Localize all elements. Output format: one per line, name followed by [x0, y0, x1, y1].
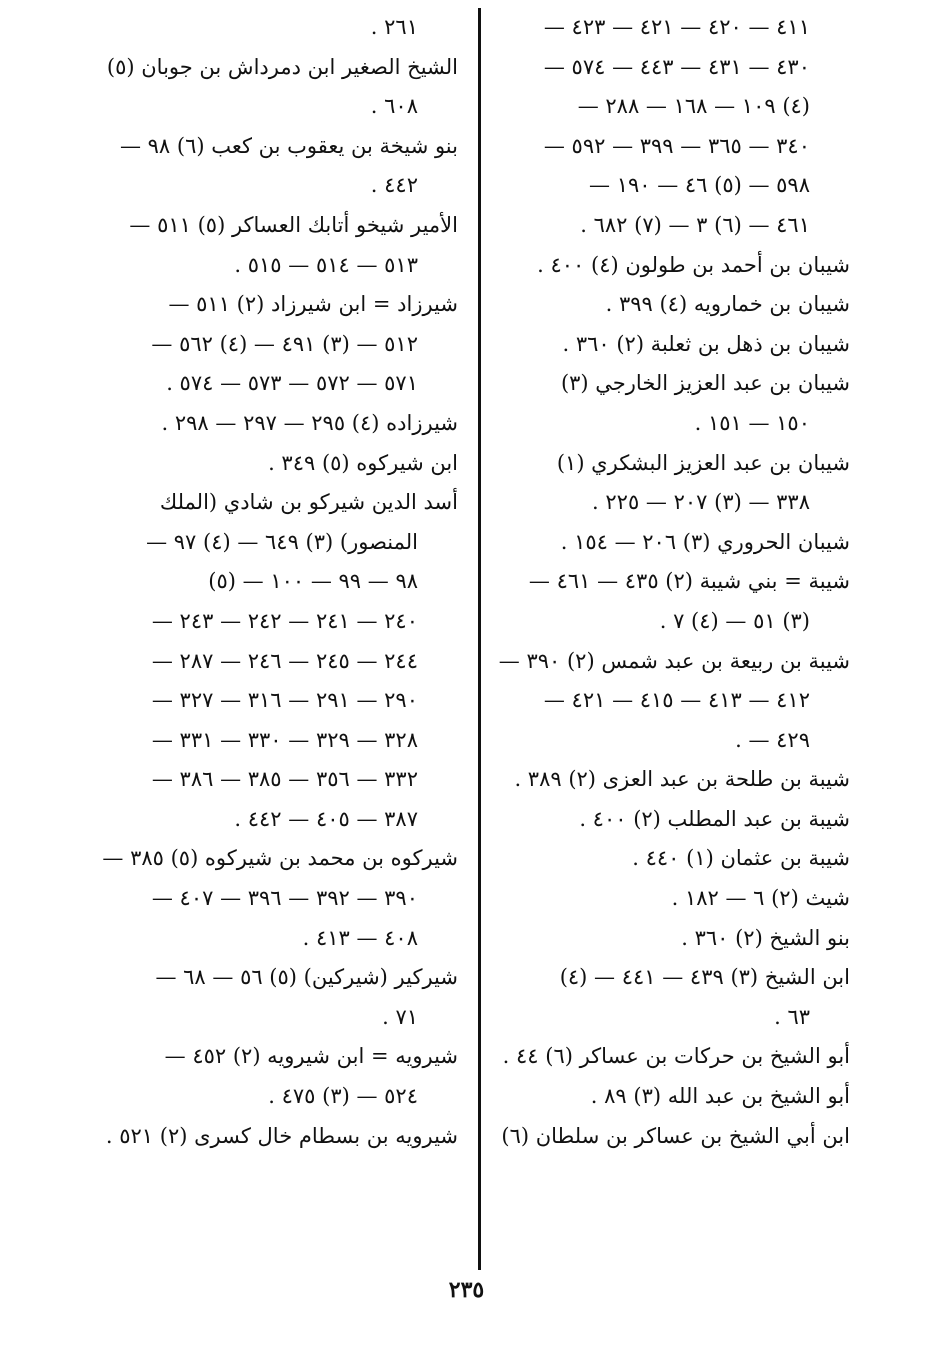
index-line: ١٥٠ — ١٥١ . — [694, 410, 810, 435]
index-entry: ابن الشيخ (٣) ٤٣٩ — ٤٤١ — (٤) — [559, 965, 850, 990]
index-line: ٥٢٤ — (٣) ٤٧٥ . — [268, 1084, 418, 1109]
right-index-column — [500, 8, 850, 1156]
index-entry: شيبان بن ذهل بن ثعلبة (٢) ٣٦٠ . — [562, 331, 850, 356]
index-line: (٣) ٥١ — (٤) ٧ . — [659, 608, 810, 633]
index-entry: شيبان الحروري (٣) ٢٠٦ — ١٥٤ . — [560, 529, 850, 554]
index-line: ٣٤٠ — ٣٦٥ — ٣٩٩ — ٥٩٢ — — [543, 133, 810, 158]
page-number: ٢٣٥ — [448, 1277, 485, 1303]
index-line: ٣٨٧ — ٤٠٥ — ٤٤٢ . — [234, 806, 418, 831]
index-line: المنصور) (٣) ٦٤٩ — (٤) ٩٧ — — [146, 529, 418, 554]
index-line: ٣٢٨ — ٣٢٩ — ٣٣٠ — ٣٣١ — — [151, 727, 418, 752]
index-entry: شيرويه بن بسطام خال كسرى (٢) ٥٢١ . — [105, 1123, 458, 1148]
index-entry: شيبة بن عبد المطلب (٢) ٤٠٠ . — [579, 806, 850, 831]
index-line: ٦٣ . — [774, 1004, 810, 1029]
index-line: ٤١٢ — ٤١٣ — ٤١٥ — ٤٢١ — — [543, 688, 810, 713]
index-line: ٦٠٨ . — [370, 94, 418, 119]
index-entry: أبو الشيخ بن حركات بن عساكر (٦) ٤٤ . — [502, 1044, 850, 1069]
index-entry: الشيخ الصغير ابن دمرداش بن جوبان (٥) — [106, 54, 458, 79]
index-line: ٢٦١ . — [370, 15, 418, 39]
index-entry: أبو الشيخ بن عبد الله (٣) ٨٩ . — [590, 1084, 850, 1109]
index-line: ٥٩٨ — (٥) ٤٦ — ١٩٠ — — [589, 173, 810, 198]
index-entry: بنو الشيخ (٢) ٣٦٠ . — [681, 925, 850, 950]
index-entry: شيبة بن ربيعة بن عبد شمس (٢) ٣٩٠ — — [498, 648, 850, 673]
index-line: ٥١٢ — (٣) ٤٩١ — (٤) ٥٦٢ — — [151, 331, 418, 356]
index-entry: شيركوه بن محمد بن شيركوه (٥) ٣٨٥ — — [102, 846, 458, 871]
index-entry: شيبان بن عبد العزيز البشكري (١) — [556, 450, 850, 475]
column-divider — [478, 8, 481, 1270]
left-index-column — [102, 8, 458, 1156]
index-line: ٤٦١ — (٦) ٣ — (٧) ٦٨٢ . — [580, 212, 810, 237]
index-line: ٢٩٠ — ٢٩١ — ٣١٦ — ٣٢٧ — — [151, 688, 418, 713]
index-line: ٣٩٠ — ٣٩٢ — ٣٩٦ — ٤٠٧ — — [151, 886, 418, 911]
index-entry: ابن شيركوه (٥) ٣٤٩ . — [268, 450, 458, 475]
index-line: ٣٣٨ — (٣) ٢٠٧ — ٢٢٥ . — [592, 490, 810, 515]
index-entry: الأمير شيخو أتابك العساكر (٥) ٥١١ — — [129, 212, 458, 237]
index-line: ٩٨ — ٩٩ — ١٠٠ — (٥) — [208, 569, 418, 594]
index-entry: بنو شيخة بن يعقوب بن كعب (٦) ٩٨ — — [119, 133, 458, 158]
index-line: ٤١١ — ٤٢٠ — ٤٢١ — ٤٢٣ — — [543, 15, 810, 39]
index-entry: شيث (٢) ٦ — ١٨٢ . — [671, 886, 850, 911]
index-entry: شيبان بن عبد العزيز الخارجي (٣) — [560, 371, 850, 396]
index-entry: شيرزاد = ابن شيرزاد (٢) ٥١١ — — [168, 292, 458, 317]
index-line: ٤٤٢ . — [370, 173, 418, 198]
index-line: (٤) ١٠٩ — ١٦٨ — ٢٨٨ — — [577, 94, 810, 119]
index-line: ٧١ . — [382, 1004, 418, 1029]
index-entry: شيبان بن أحمد بن طولون (٤) ٤٠٠ . — [537, 252, 850, 277]
index-line: ٤٣٠ — ٤٣١ — ٤٤٣ — ٥٧٤ — — [543, 54, 810, 79]
index-line: ٥١٣ — ٥١٤ — ٥١٥ . — [234, 252, 418, 277]
index-entry: شيرزاده (٤) ٢٩٥ — ٢٩٧ — ٢٩٨ . — [161, 410, 458, 435]
index-entry: شيبة بن عثمان (١) ٤٤٠ . — [632, 846, 850, 871]
index-entry: شيركير (شيركين) (٥) ٥٦ — ٦٨ — — [155, 965, 458, 990]
index-entry: ابن أبي الشيخ بن عساكر بن سلطان (٦) — [501, 1123, 850, 1148]
index-line: ٢٤٤ — ٢٤٥ — ٢٤٦ — ٢٨٧ — — [151, 648, 418, 673]
index-entry: أسد الدين شيركو بن شادي (الملك — [159, 490, 458, 515]
index-line: ٥٧١ — ٥٧٢ — ٥٧٣ — ٥٧٤ . — [166, 371, 418, 396]
index-line: ٣٣٢ — ٣٥٦ — ٣٨٥ — ٣٨٦ — — [151, 767, 418, 792]
index-entry: شيبة بن طلحة بن عبد العزى (٢) ٣٨٩ . — [514, 767, 850, 792]
index-line: ٢٤٠ — ٢٤١ — ٢٤٢ — ٢٤٣ — — [151, 608, 418, 633]
index-line: ٤٢٩ — . — [735, 727, 810, 752]
index-entry: شيرويه = ابن شيرويه (٢) ٤٥٢ — — [164, 1044, 458, 1069]
index-entry: شيبان بن خمارويه (٤) ٣٩٩ . — [605, 292, 850, 317]
index-line: ٤٠٨ — ٤١٣ . — [302, 925, 418, 950]
index-entry: شيبة = بني شيبة (٢) ٤٣٥ — ٤٦١ — — [528, 569, 850, 594]
